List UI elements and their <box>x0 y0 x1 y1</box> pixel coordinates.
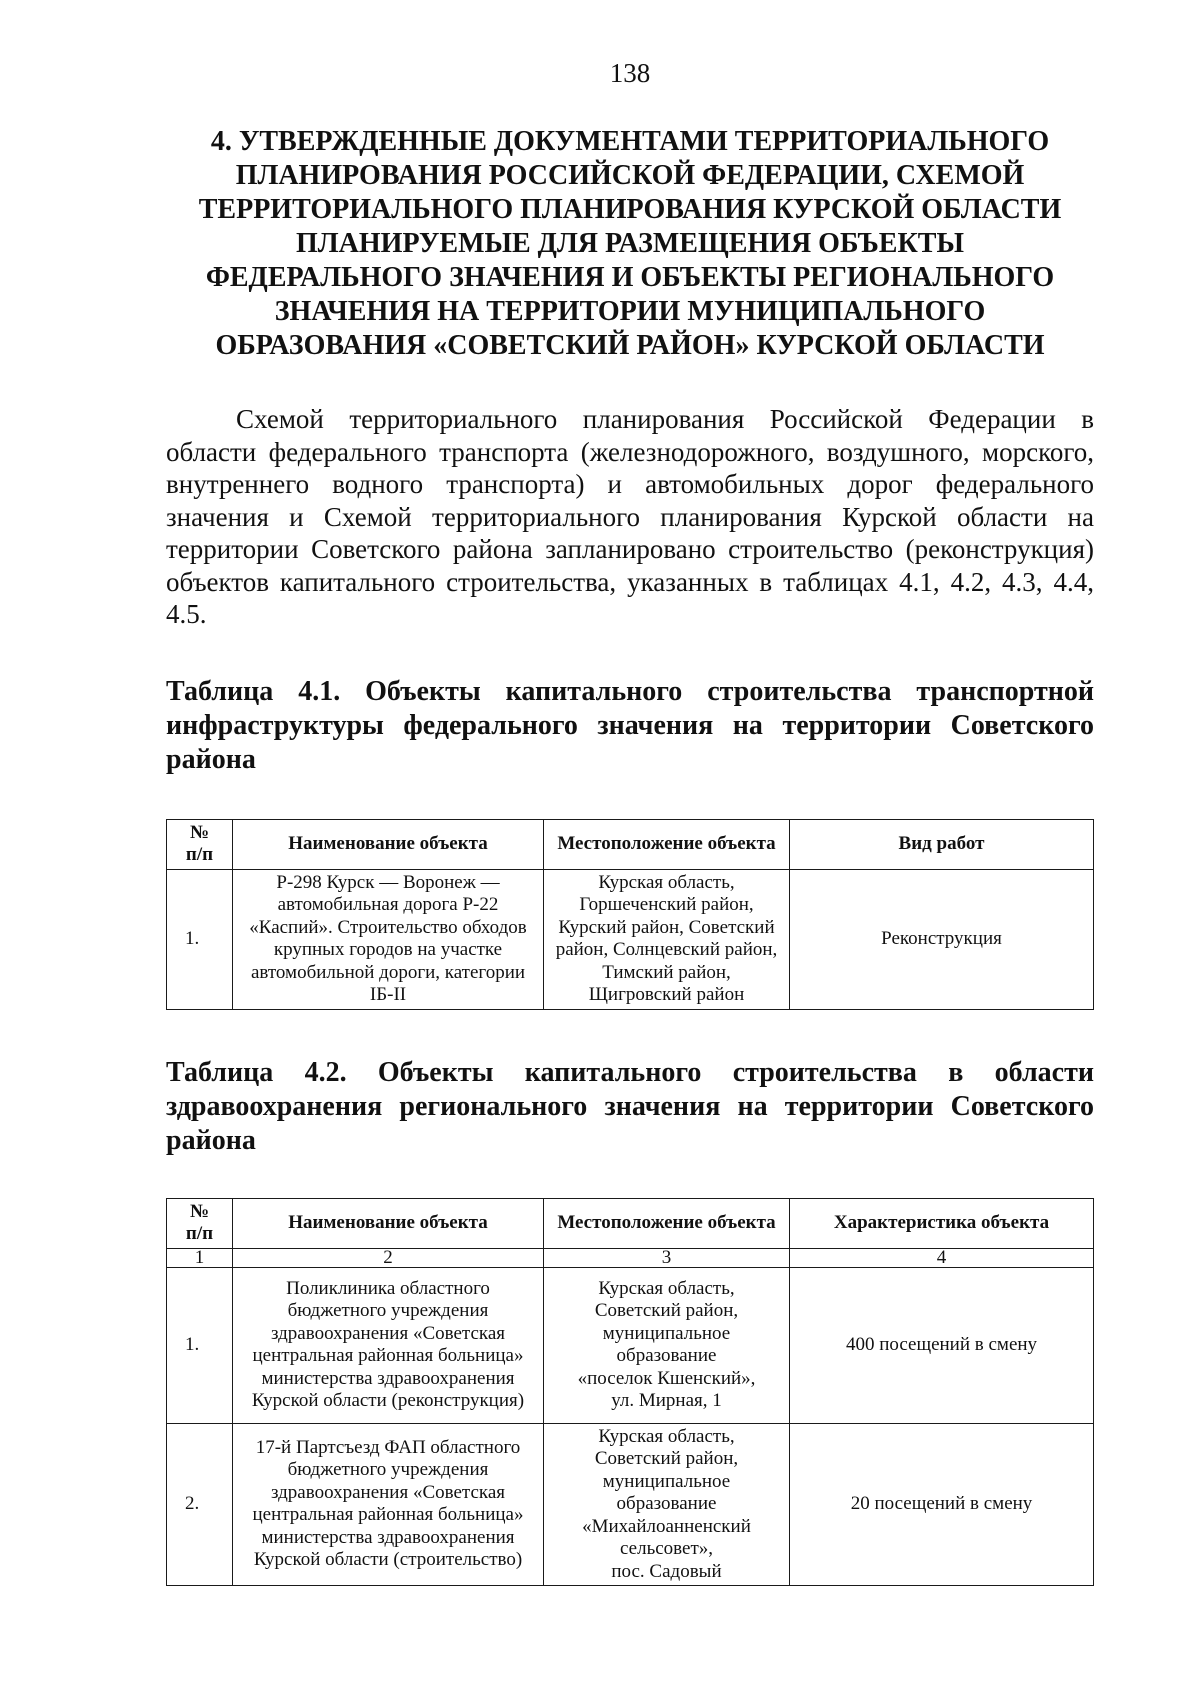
object-characteristic: 400 посещений в смену <box>790 1267 1094 1423</box>
column-number: 3 <box>544 1248 790 1267</box>
section-heading <box>166 125 1094 363</box>
document-page <box>166 60 1094 1586</box>
object-name: Р-298 Курск — Воронеж — автомобильная дорога Р-22 «Каспий». Строительство обходов крупных городов на участке автомобильной дороги, категории IБ-II <box>233 869 544 1009</box>
intro-paragraph: Схемой территориального планирования Российской Федерации в области федерального транспорта (железнодорожного, воздушного, морского, внутреннего водного транспорта) и автомобильных дорог федерального значения и Схемой территориального планирования Курской области на территории Советского района запланировано строительство (реконструкция) объектов капитального строительства, указанных в таблицах 4.1, 4.2, 4.3, 4.4, 4.5. <box>166 404 1094 629</box>
table-4-2-caption: Таблица 4.2. Объекты капитального строительства в области здравоохранения регионального значения на территории Советского района <box>166 1056 1094 1156</box>
heading-line: ТЕРРИТОРИАЛЬНОГО ПЛАНИРОВАНИЯ КУРСКОЙ ОБЛАСТИ <box>198 194 1062 225</box>
table-4-1-caption: Таблица 4.1. Объекты капитального строительства транспортной инфраструктуры федерального значения на территории Советского района <box>166 675 1094 775</box>
heading-line: ОБРАЗОВАНИЯ «СОВЕТСКИЙ РАЙОН» КУРСКОЙ ОБЛАСТИ <box>215 330 1045 361</box>
column-number-row <box>167 1248 1094 1267</box>
row-number: 1. <box>167 1267 233 1423</box>
object-name: Поликлиника областного бюджетного учреждения здравоохранения «Советская центральная районная больница» министерства здравоохранения Курской области (реконструкция) <box>233 1267 544 1423</box>
column-number: 2 <box>233 1248 544 1267</box>
object-location: Курская область, Советский район, муниципальное образование «поселок Кшенский», ул. Мирная, 1 <box>544 1267 790 1423</box>
header-location: Местоположение объекта <box>544 1198 790 1248</box>
object-name: 17-й Партсъезд ФАП областного бюджетного учреждения здравоохранения «Советская центральная районная больница» министерства здравоохранения Курской области (строительство) <box>233 1423 544 1586</box>
header-number: № п/п <box>167 819 233 869</box>
header-location: Местоположение объекта <box>544 819 790 869</box>
row-number: 1. <box>167 869 233 1009</box>
heading-line: 4. УТВЕРЖДЕННЫЕ ДОКУМЕНТАМИ ТЕРРИТОРИАЛЬНОГО <box>210 126 1050 157</box>
table-4-2 <box>166 1198 1094 1587</box>
work-type: Реконструкция <box>790 869 1094 1009</box>
object-location: Курская область, Горшеченский район, Курский район, Советский район, Солнцевский район, Тимский район, Щигровский район <box>544 869 790 1009</box>
object-location: Курская область, Советский район, муниципальное образование «Михайлоанненский сельсовет», пос. Садовый <box>544 1423 790 1586</box>
object-characteristic: 20 посещений в смену <box>790 1423 1094 1586</box>
row-number: 2. <box>167 1423 233 1586</box>
table-4-1 <box>166 819 1094 1010</box>
table-row <box>167 1423 1094 1586</box>
page-number: 138 <box>609 58 651 88</box>
table-header-row <box>167 1198 1094 1248</box>
table-row <box>167 1267 1094 1423</box>
header-name: Наименование объекта <box>233 1198 544 1248</box>
header-characteristic: Характеристика объекта <box>790 1198 1094 1248</box>
table-header-row <box>167 819 1094 869</box>
header-number: № п/п <box>167 1198 233 1248</box>
header-work-type: Вид работ <box>790 819 1094 869</box>
heading-line: ПЛАНИРОВАНИЯ РОССИЙСКОЙ ФЕДЕРАЦИИ, СХЕМОЙ <box>235 160 1025 191</box>
heading-line: ПЛАНИРУЕМЫЕ ДЛЯ РАЗМЕЩЕНИЯ ОБЪЕКТЫ <box>296 228 964 259</box>
heading-line: ЗНАЧЕНИЯ НА ТЕРРИТОРИИ МУНИЦИПАЛЬНОГО <box>274 296 986 327</box>
heading-line: ФЕДЕРАЛЬНОГО ЗНАЧЕНИЯ И ОБЪЕКТЫ РЕГИОНАЛЬНОГО <box>205 262 1055 293</box>
column-number: 4 <box>790 1248 1094 1267</box>
header-name: Наименование объекта <box>233 819 544 869</box>
column-number: 1 <box>167 1248 233 1267</box>
table-row <box>167 869 1094 1009</box>
